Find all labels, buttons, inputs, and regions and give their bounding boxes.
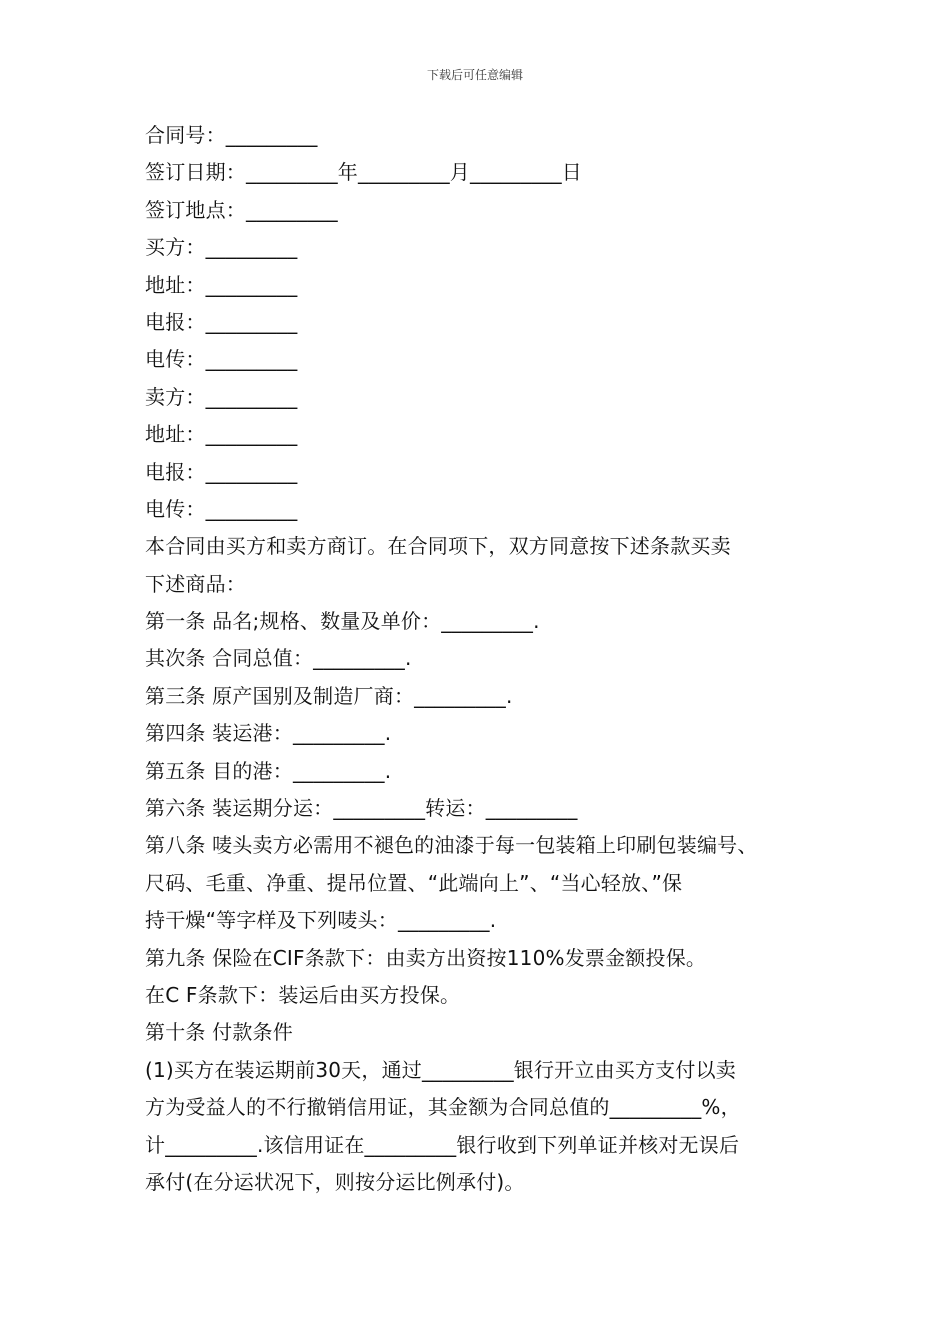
buyer-telegram-line: 电报：_________	[145, 309, 298, 334]
buyer-telex-line: 电传：_________	[145, 347, 298, 372]
page-header: 下载后可任意编辑	[426, 68, 523, 82]
article-8-line: 尺码、毛重、净重、提吊位置、“此端向上”、“当心轻放、”保	[145, 870, 683, 895]
article-8-line: 持干燥“等字样及下列唛头：_________.	[145, 908, 497, 933]
intro-paragraph-line: 本合同由买方和卖方商订。在合同项下，双方同意按下述条款买卖	[145, 534, 731, 559]
seller-telegram-line: 电报：_________	[145, 459, 298, 484]
article-4-line: 第四条 装运港：_________.	[145, 721, 392, 746]
intro-paragraph-line: 下述商品：	[145, 571, 246, 596]
payment-clause-line: 承付(在分运状况下，则按分运比例承付)。	[145, 1169, 525, 1194]
seller-line: 卖方：_________	[145, 384, 298, 409]
article-3-line: 第三条 原产国别及制造厂商：_________.	[145, 683, 513, 708]
article-5-line: 第五条 目的港：_________.	[145, 758, 392, 783]
article-2-line: 其次条 合同总值：_________.	[145, 646, 412, 671]
signing-date-line: 签订日期：_________年_________月_________日	[145, 160, 582, 185]
seller-telex-line: 电传：_________	[145, 496, 298, 521]
payment-clause-line: (1)买方在装运期前30天，通过_________银行开立由买方支付以卖	[145, 1057, 736, 1082]
article-10-title-line: 第十条 付款条件	[145, 1020, 293, 1045]
article-8-line: 第八条 唛头卖方必需用不褪色的油漆于每一包装箱上印刷包装编号、	[145, 833, 758, 858]
seller-address-line: 地址：_________	[145, 422, 298, 447]
payment-clause-line: 计_________.该信用证在_________银行收到下列单证并核对无误后	[145, 1132, 740, 1157]
signing-place-line: 签订地点：_________	[145, 197, 338, 222]
article-6-line: 第六条 装运期分运：_________转运：_________	[145, 796, 578, 821]
contract-number-line: 合同号：_________	[145, 123, 318, 147]
buyer-address-line: 地址：_________	[145, 272, 298, 297]
buyer-line: 买方：_________	[145, 235, 298, 260]
payment-clause-line: 方为受益人的不行撤销信用证，其金额为合同总值的_________%，	[145, 1095, 741, 1120]
article-9-line: 第九条 保险在CIF条款下：由卖方出资按110%发票金额投保。	[145, 945, 707, 970]
article-9-line: 在C F条款下：装运后由买方投保。	[145, 982, 461, 1007]
article-1-line: 第一条 品名;规格、数量及单价：_________.	[145, 609, 540, 634]
contract-body	[145, 117, 817, 1201]
